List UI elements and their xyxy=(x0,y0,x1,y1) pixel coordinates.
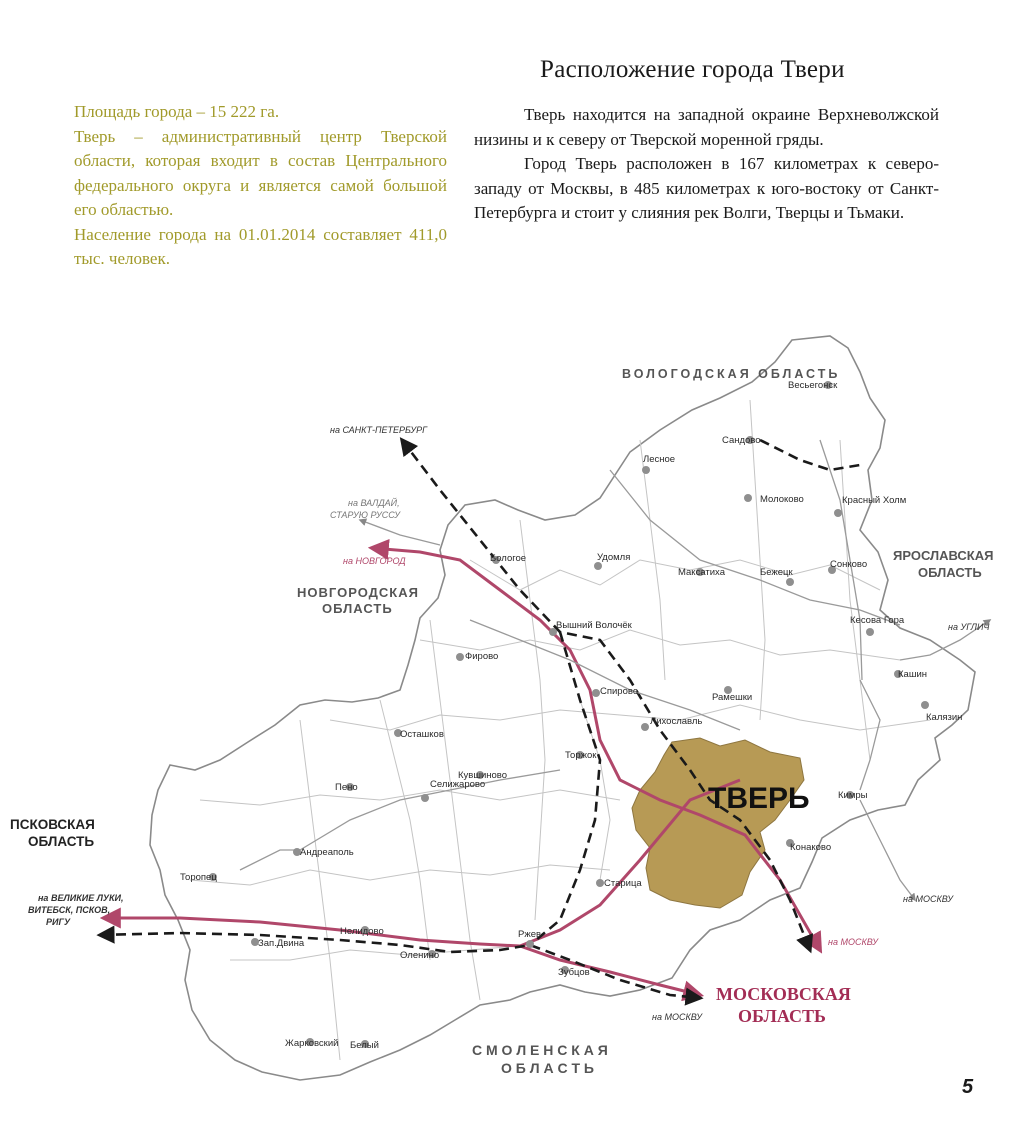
direction-moscow-rail-label: на МОСКВУ xyxy=(828,937,879,947)
moscow-region-label: ОБЛАСТЬ xyxy=(738,1006,826,1026)
town-label: Кувшиново xyxy=(458,770,508,781)
direction-moscow-south-label: на МОСКВУ xyxy=(652,1012,703,1022)
direction-west-label: на ВЕЛИКИЕ ЛУКИ, xyxy=(38,893,124,903)
town-label: Нелидово xyxy=(340,926,384,937)
town-label: Селижарово xyxy=(430,779,486,790)
area-text: Площадь города – 15 222 га. xyxy=(74,102,280,121)
town-label: Удомля xyxy=(597,552,631,563)
town-label: Сандово xyxy=(722,435,761,446)
town-label: Оленино xyxy=(400,950,440,961)
town-label: Максатиха xyxy=(678,567,725,578)
town-label: Лесное xyxy=(643,454,676,465)
town-label: Торжок xyxy=(565,750,597,761)
town-label: Белый xyxy=(350,1040,379,1051)
summary-column xyxy=(74,100,447,272)
town-label: Бежецк xyxy=(760,567,793,578)
admin-text: Тверь – административный центр Тверской области, которая входит в состав Центрального федерального округа и является самой большой его областью. xyxy=(74,126,447,219)
description-paragraph-1: Тверь находится на западной окраине Верхневолжской низины и к северу от Тверской моренной гряды. xyxy=(474,105,939,149)
town-label: Кашин xyxy=(898,669,927,680)
smolensk-region-label: О Б Л А С Т Ь xyxy=(501,1060,594,1076)
town-label: Калязин xyxy=(926,712,963,723)
town-label: Бологое xyxy=(490,553,527,564)
town-label: Осташков xyxy=(400,729,444,740)
town-label: Лихославль xyxy=(650,716,703,727)
moscow-region-label: МОСКОВСКАЯ xyxy=(716,984,851,1004)
direction-moscow-east-label: на МОСКВУ xyxy=(903,894,954,904)
town-label: Зубцов xyxy=(558,967,590,978)
town-label: Пено xyxy=(335,782,358,793)
town-label: Зап.Двина xyxy=(258,938,305,949)
town-label: Кимры xyxy=(838,790,868,801)
pskov-region-label: ОБЛАСТЬ xyxy=(28,834,95,849)
tver-city-label: ТВЕРЬ xyxy=(708,782,810,815)
town-label: Старица xyxy=(604,878,642,889)
novgorod-region-label: НОВГОРОДСКАЯ xyxy=(297,585,419,600)
town-label: Кесова Гора xyxy=(850,615,905,626)
direction-west-label: РИГУ xyxy=(46,917,71,927)
town-label: Спирово xyxy=(600,686,639,697)
yaroslavl-region-label: ЯРОСЛАВСКАЯ xyxy=(893,548,994,563)
town-label: Фирово xyxy=(465,651,499,662)
town-label: Сонково xyxy=(830,559,868,570)
pskov-region-label: ПСКОВСКАЯ xyxy=(10,817,95,832)
town-label: Жарковский xyxy=(285,1038,339,1049)
town-label: Молоково xyxy=(760,494,804,505)
direction-west-label: ВИТЕБСК, ПСКОВ, xyxy=(28,905,111,915)
page-number: 5 xyxy=(962,1076,974,1098)
town-label: Красный Холм xyxy=(842,495,907,506)
town-label: Андреаполь xyxy=(300,847,354,858)
town-label: Рамешки xyxy=(712,692,753,703)
town-label: Конаково xyxy=(790,842,832,853)
smolensk-region-label: С М О Л Е Н С К А Я xyxy=(472,1042,608,1058)
town-label: Весьегонск xyxy=(788,380,838,391)
direction-spb-label: на САНКТ-ПЕТЕРБУРГ xyxy=(330,425,427,435)
vologda-region-label: ВОЛОГОДСКАЯ ОБЛАСТЬ xyxy=(622,367,841,381)
description-column xyxy=(474,103,939,226)
direction-valdai-label: на ВАЛДАЙ, xyxy=(348,498,400,508)
population-text: Население города на 01.01.2014 составляет 411,0 тыс. человек. xyxy=(74,224,447,268)
yaroslavl-region-label: ОБЛАСТЬ xyxy=(918,565,982,580)
direction-valdai-label: СТАРУЮ РУССУ xyxy=(330,510,401,520)
direction-novgorod-label: на НОВГОРОД xyxy=(343,556,406,566)
town-label: Торопец xyxy=(180,872,217,883)
direction-uglich-label: на УГЛИЧ xyxy=(948,622,990,632)
region-map xyxy=(0,320,1024,1100)
page-title: Расположение города Твери xyxy=(540,56,845,83)
novgorod-region-label: ОБЛАСТЬ xyxy=(322,601,393,616)
town-label: Ржев xyxy=(518,929,542,940)
description-paragraph-2: Город Тверь расположен в 167 километрах к северо-западу от Москвы, в 485 километрах к юго-востоку от Санкт-Петербурга и стоит у слияния рек Волги, Тверцы и Тьмаки. xyxy=(474,154,939,222)
town-label: Вышний Волочёк xyxy=(556,620,632,631)
